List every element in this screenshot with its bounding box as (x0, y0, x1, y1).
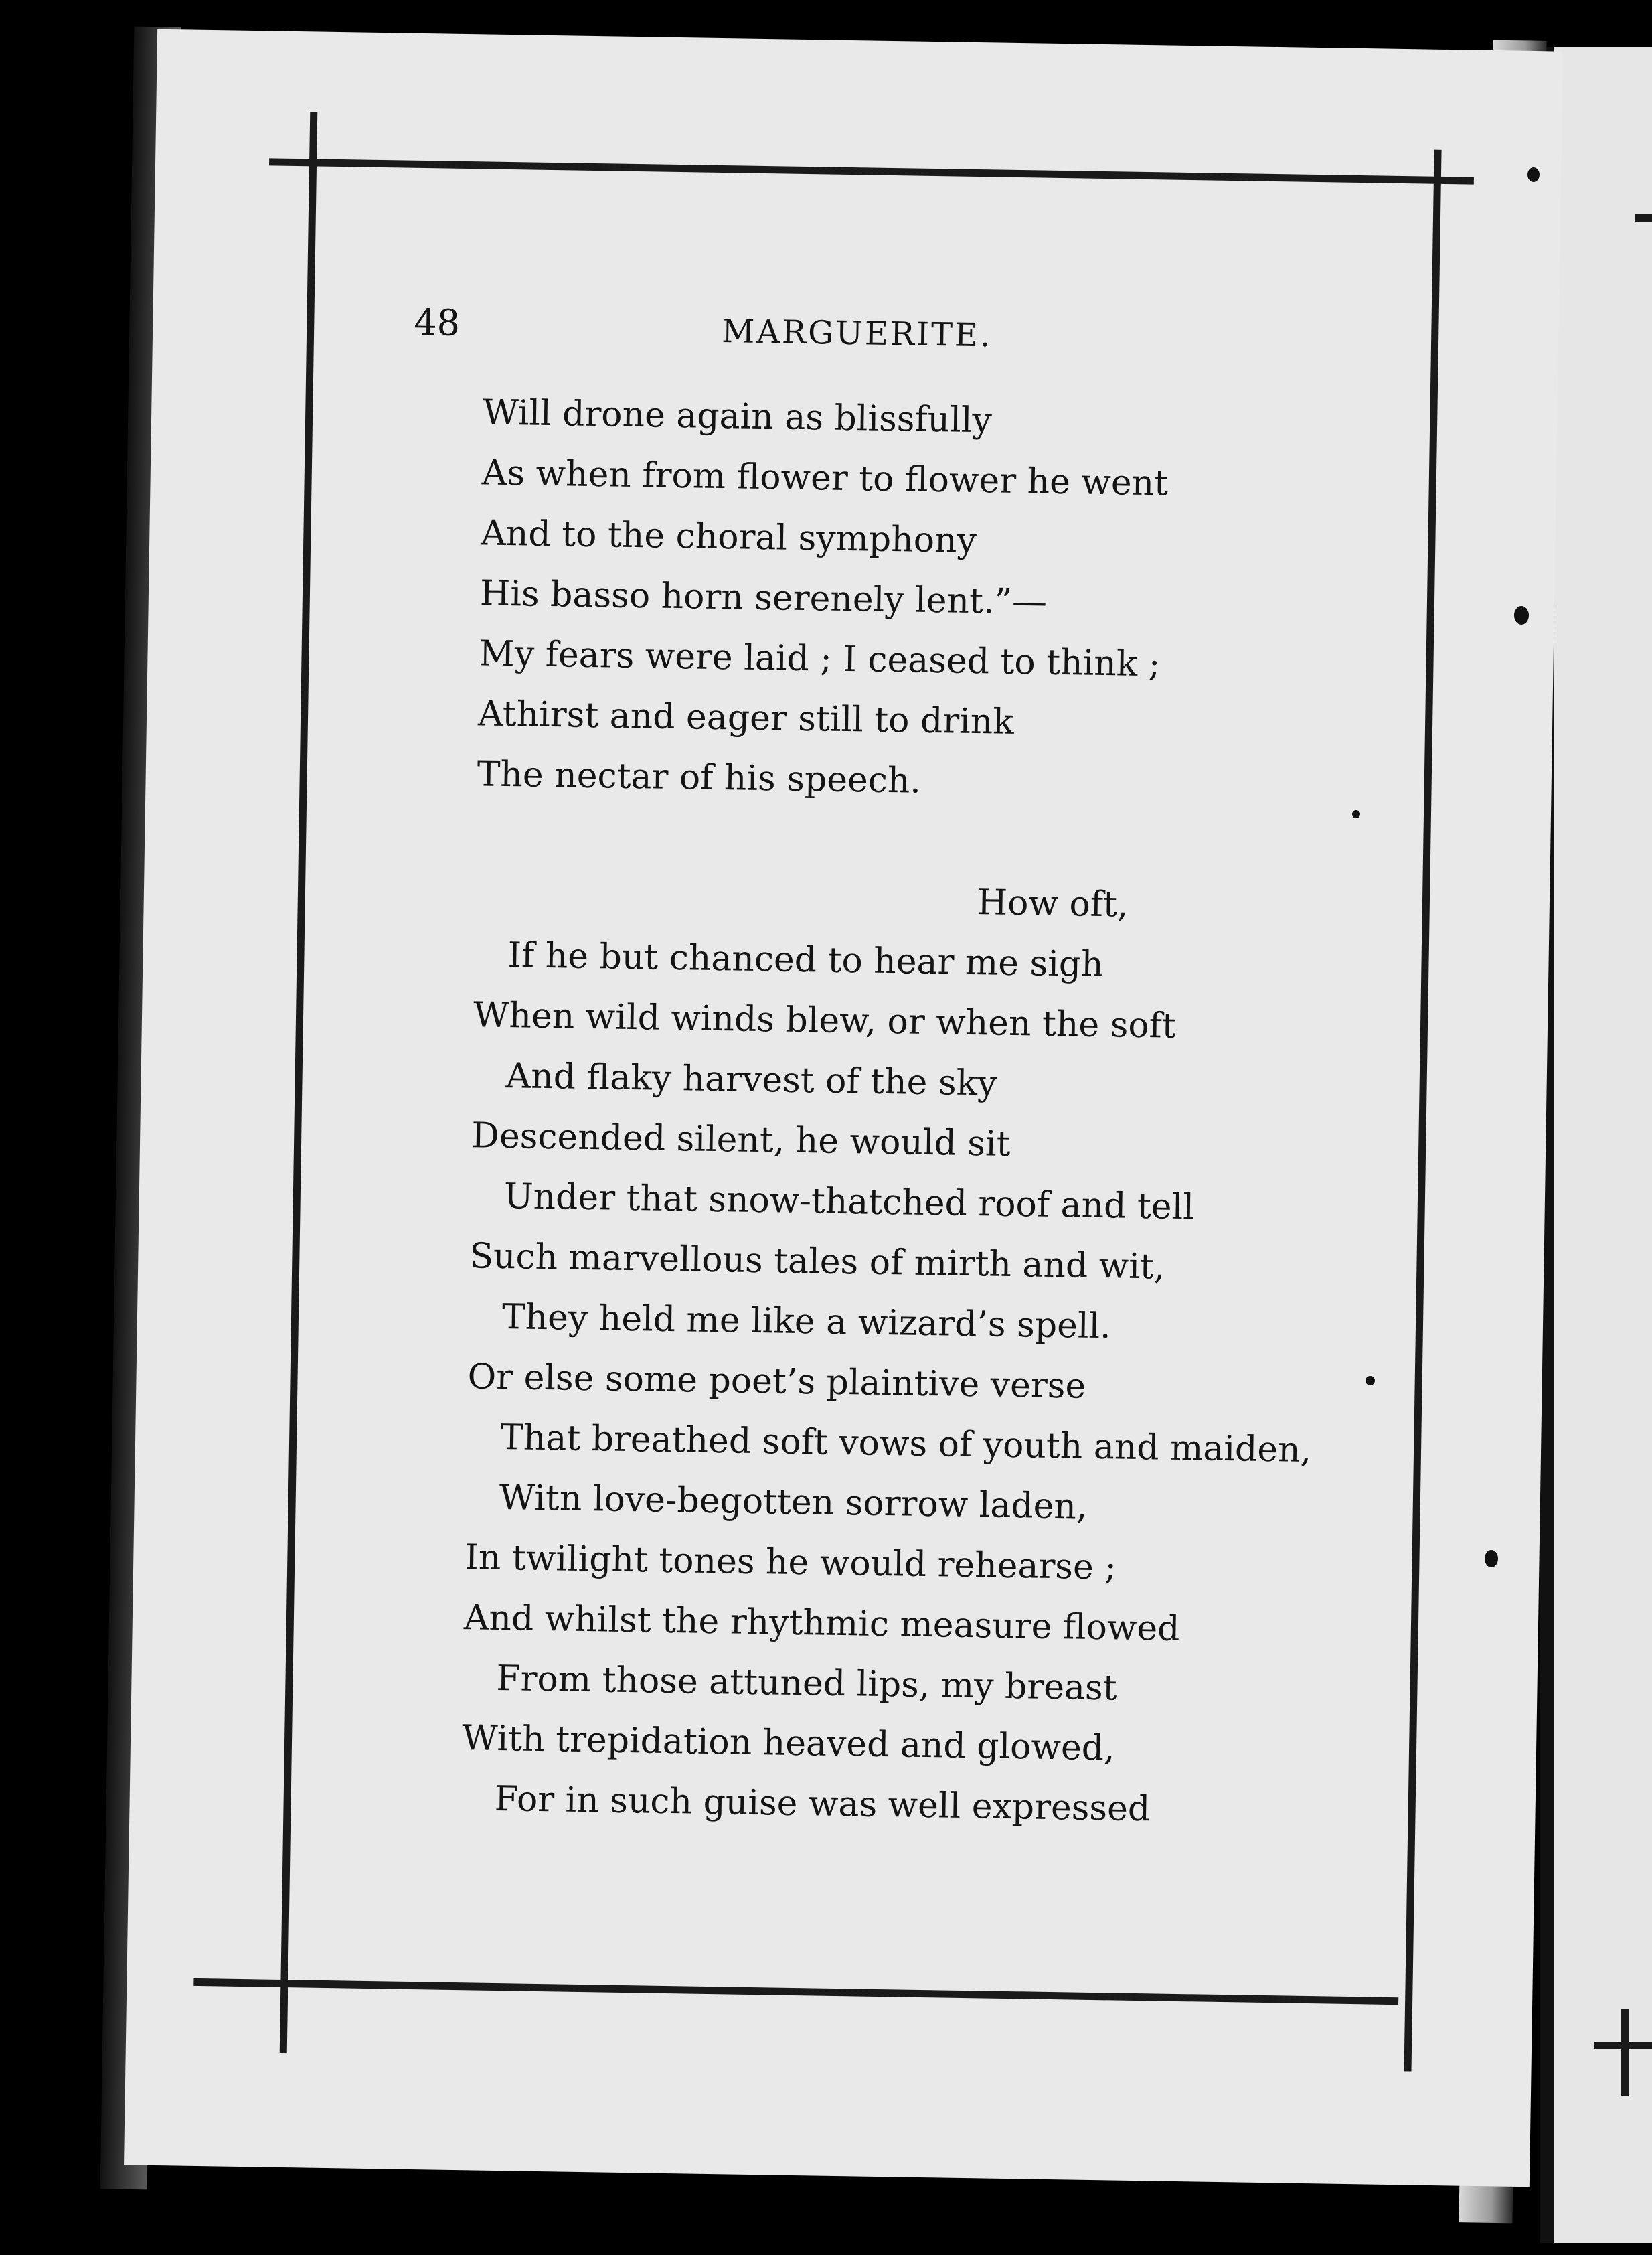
ink-speck (1485, 1550, 1498, 1567)
poem-line: The nectar of his speech. (477, 754, 922, 801)
running-title: MARGUERITE. (721, 313, 993, 355)
poem-line: Such marvellous tales of mirth and wit, (469, 1236, 1165, 1288)
ink-speck (1514, 606, 1529, 625)
poem-line: His basso horn serenely lent.”— (479, 573, 1048, 623)
ink-speck (1366, 1376, 1375, 1385)
ink-speck (1352, 810, 1360, 818)
next-page-frame-tick (1621, 2009, 1629, 2096)
book-page (124, 29, 1563, 2187)
poem-line: As when from flower to flower he went (481, 453, 1169, 504)
next-page-top-rule (1635, 214, 1652, 222)
poem-line: Or else some poet’s plaintive verse (467, 1356, 1086, 1407)
poem-line: Athirst and eager still to drink (477, 694, 1015, 743)
poem-line: With trepidation heaved and glowed, (461, 1718, 1116, 1769)
poem-line: For in such guise was well expressed (494, 1778, 1151, 1830)
poem-line: And flaky harvest of the sky (505, 1056, 997, 1104)
poem-line: Under that snow-thatched roof and tell (503, 1176, 1195, 1228)
ink-speck (1527, 167, 1540, 182)
poem-line: How oft, (977, 882, 1129, 925)
poem-line: When wild winds blew, or when the soft (473, 995, 1177, 1046)
poem-line: My fears were laid ; I ceased to think ; (479, 633, 1161, 685)
poem-line: If he but chanced to hear me sigh (507, 935, 1104, 986)
poem-line: That breathed soft vows of youth and maiden, (499, 1417, 1312, 1471)
poem-line: From those attuned lips, my breast (496, 1658, 1118, 1709)
poem-line: Descended silent, he would sit (471, 1115, 1011, 1164)
page-text (124, 29, 1563, 2187)
poem-line: And whilst the rhythmic measure flowed (463, 1598, 1180, 1649)
poem-line: And to the choral symphony (480, 513, 977, 562)
page-number: 48 (413, 301, 461, 344)
poem-line: In twilight tones he would rehearse ; (464, 1537, 1117, 1588)
poem-line: Will drone again as blissfully (482, 392, 993, 441)
poem-line: They held me like a wizard’s spell. (501, 1297, 1112, 1347)
poem-line: Witn love-begotten sorrow laden, (499, 1477, 1088, 1527)
